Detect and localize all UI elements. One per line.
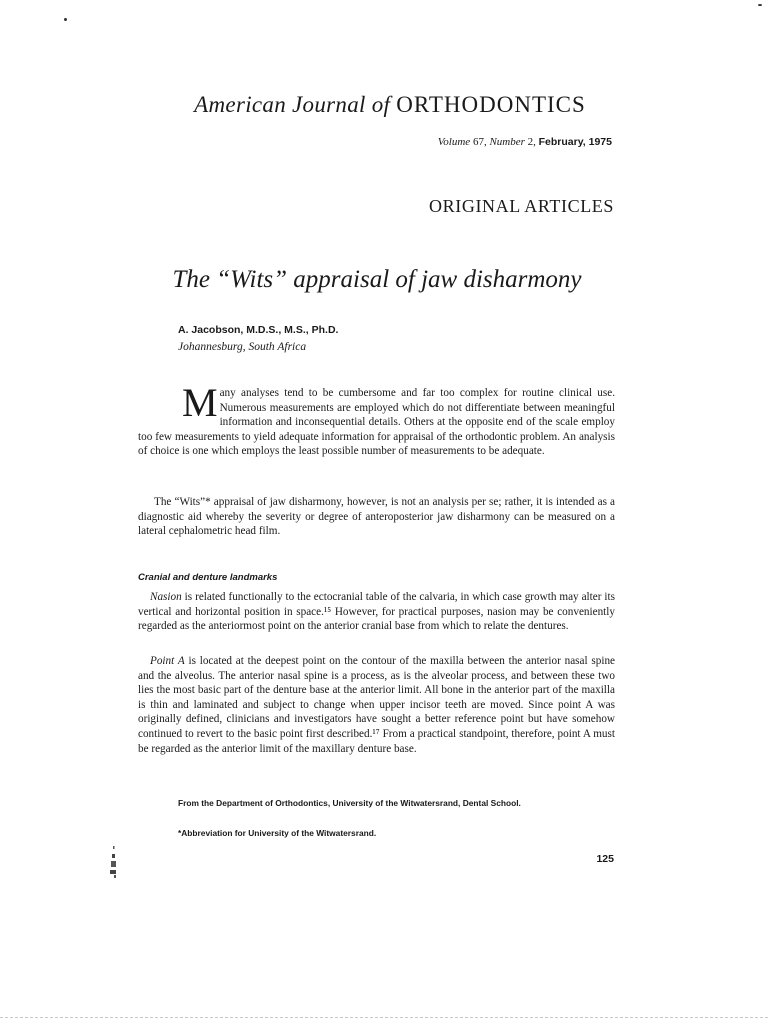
journal-title — [160, 92, 620, 118]
journal-title-caps: ORTHODONTICS — [396, 92, 586, 117]
paragraph-nasion-text: is related functionally to the ectocranial table of the calvaria, in which case growth may alter its vertical and horizontal position in space.¹⁵ However, for practical purposes, nasion may be conveniently regarded as the anteriormost point on the anterior cranial base from which to relate the dentures. — [138, 591, 615, 633]
paragraph-wits: The “Wits”* appraisal of jaw disharmony, however, is not an analysis per se; rather, it is intended as a diagnostic aid whereby the severity or degree of anteroposterior jaw disharmony can be measured on a lateral cephalometric head film. — [138, 496, 615, 538]
issue-line — [300, 136, 612, 148]
page-number: 125 — [596, 853, 614, 865]
journal-title-italic: American Journal of — [194, 92, 391, 117]
number-label: Number — [489, 136, 525, 148]
paragraph-point-a — [138, 654, 615, 756]
volume-label: Volume — [437, 136, 471, 148]
volume-number: 67, — [472, 136, 487, 148]
issue-date: February, 1975 — [538, 136, 612, 148]
scan-speck — [758, 4, 762, 6]
scan-speck — [64, 18, 67, 21]
issue-number: 2, — [527, 136, 536, 148]
author-affiliation: Johannesburg, South Africa — [178, 341, 307, 353]
author: A. Jacobson, M.D.S., M.S., Ph.D. — [178, 324, 339, 336]
paragraph-intro-text: any analyses tend to be cumbersome and far too complex for routine clinical use. Numerous measurements are employed which do not differentiate between meaningful information and inconsequential details. Others at the opposite end of the scale employ too few measurements to yield adequate information for appraisal of the orthodontic problem. An analysis of choice is one which employs the least possible number of measurements to be adequate. — [138, 387, 615, 458]
term-nasion: Nasion — [150, 591, 182, 603]
drop-cap: M — [182, 380, 218, 425]
section-heading: ORIGINAL ARTICLES — [429, 196, 614, 216]
paragraph-nasion — [138, 590, 615, 634]
footnote-abbreviation: *Abbreviation for University of the Witwatersrand. — [178, 828, 377, 838]
paragraph-intro — [138, 380, 615, 459]
term-point-a: Point A — [150, 655, 185, 667]
scan-edge-line — [0, 1017, 768, 1018]
section-subheading: Cranial and denture landmarks — [138, 572, 278, 583]
article-title: The “Wits” appraisal of jaw disharmony — [172, 266, 582, 293]
paragraph-point-a-text: is located at the deepest point on the contour of the maxilla between the anterior nasal spine and the alveolus. The anterior nasal spine is a process, as is the alveolar process, and between these two lies the most basic part of the denture base at the anterior limit. All bone in the anterior part of the maxilla is thin and laminated and subject to change when upper incisor teeth are moved. Since point A was originally defined, clinicians and investigators have sought a better reference point but have somehow continued to revert to the basic point first described.¹⁷ From a practical standpoint, therefore, point A must be regarded as the anterior limit of the maxillary denture base. — [138, 655, 615, 755]
library-stamp-mark — [108, 844, 122, 880]
footnote-department: From the Department of Orthodontics, University of the Witwatersrand, Dental School. — [178, 798, 521, 808]
